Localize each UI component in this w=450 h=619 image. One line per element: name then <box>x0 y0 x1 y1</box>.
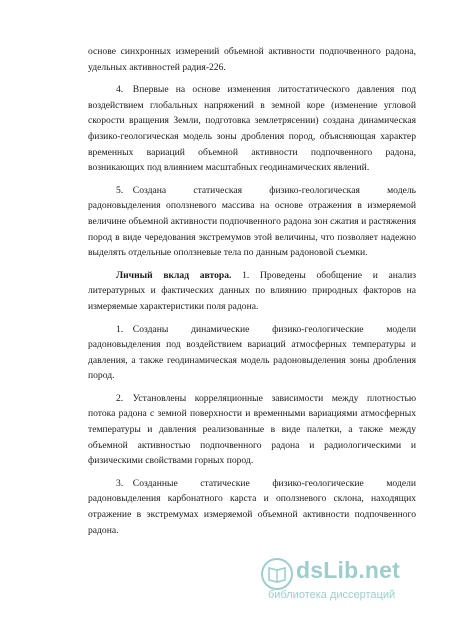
paragraph-continuation: основе синхронных измерений объемной активности подпочвенного радона, удельных активностей радия-226. <box>88 46 416 73</box>
paragraph-contribution-1: 1. Созданы динамические физико-геологические модели радоновыделения под воздействием вариаций атмосферных температуры и давления, а также геодинамическая модель радоновыделения зоны дробления пород. <box>88 323 416 382</box>
watermark-caption: библиотека диссертаций <box>268 589 396 601</box>
watermark-brand: dsLib.net <box>296 557 401 583</box>
watermark <box>260 557 440 605</box>
document-body <box>88 44 416 545</box>
paragraph-personal-contribution <box>88 268 416 315</box>
personal-contribution-heading: Личный вклад автора. <box>116 269 232 281</box>
book-logo-icon <box>260 557 294 591</box>
personal-contribution-text: 1. Проведены обобщение и анализ литературных и фактических данных по влиянию природных факторов на измеряемые характеристики поля радона. <box>88 269 416 312</box>
paragraph-item-4: 4. Впервые на основе изменения литостатического давления под воздействием глобальных напряжений в земной коре (изменение угловой скорости вращения Земли, подготовка землетрясении) создана динамическая физико-геологическая модель зоны дробления пород, объясняющая характер временных вариаций объемной активности подпочвенного радона, возникающих под влиянием масштабных геодинамических явлений. <box>88 84 416 174</box>
paragraph-contribution-3: 3. Созданные статические физико-геологические модели радоновыделения карбонатного карста и оползневого склона, находящих отражение в экстремумах измеряемой объемной активности подпочвенного радона. <box>88 477 416 536</box>
paragraph-item-5: 5. Создана статическая физико-геологическая модель радоновыделения оползневого массива на основе отражения в измеряемой величине объемной активности подпочвенного радона зон сжатия и растяжения пород в виде чередования экстремумов этой величины, что позволяет надежно выделять отдельные оползневые тела по данным радоновой съемки. <box>88 184 416 259</box>
paragraph-contribution-2: 2. Установлены корреляционные зависимости между плотностью потока радона с земной поверхности и временными вариациями атмосферных температуры и давления реализованные в виде палетки, а также между объемной активностью подпочвенного радона и радиологическими и физическими свойствами горных пород. <box>88 392 416 467</box>
